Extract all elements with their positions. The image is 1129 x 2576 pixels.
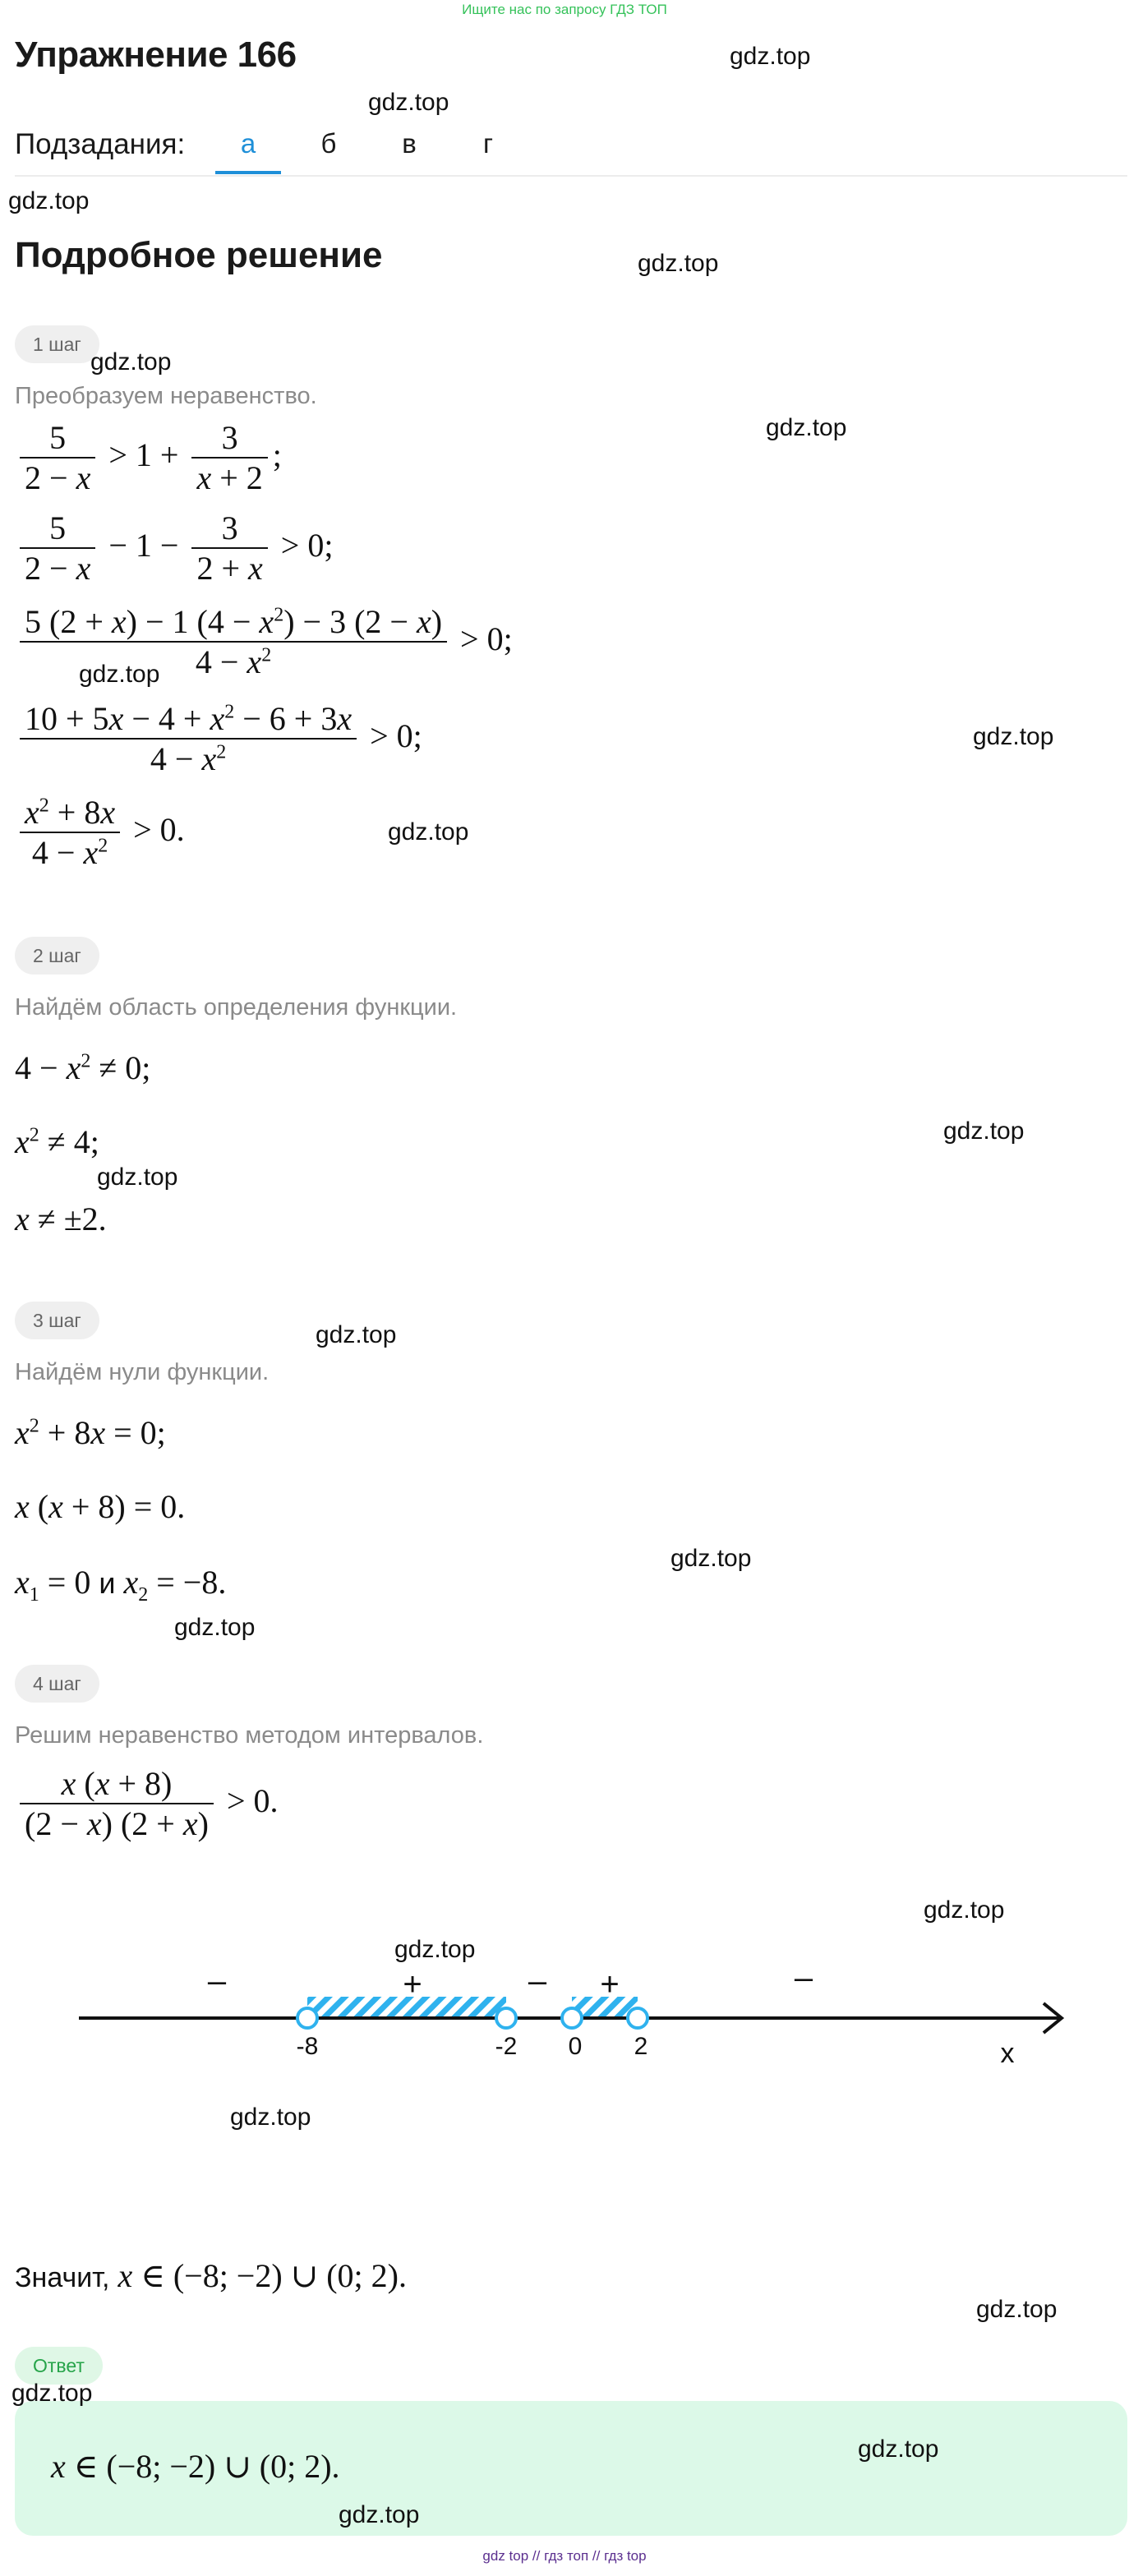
watermark: gdz.top xyxy=(973,723,1054,750)
math-zeros-3: $x_1 = 0$ и $x_2 = -8$. xyxy=(15,1564,227,1606)
tab-g[interactable]: г xyxy=(482,128,494,159)
active-tab-indicator xyxy=(215,171,281,174)
watermark: gdz.top xyxy=(976,2296,1058,2323)
watermark: gdz.top xyxy=(90,348,172,376)
tab-v[interactable]: в xyxy=(402,128,417,159)
watermark: gdz.top xyxy=(230,2104,311,2131)
conclusion-line: Значит, x ∈ (−8; −2) ∪ (0; 2). xyxy=(15,2257,407,2294)
watermark: gdz.top xyxy=(670,1545,752,1572)
watermark: gdz.top xyxy=(943,1117,1025,1145)
math-line-5: $\frac{x^2 + 8x}{4 - x^2}$ > 0. xyxy=(15,794,185,873)
watermark: gdz.top xyxy=(316,1321,397,1348)
divider xyxy=(15,175,1127,177)
sign-interval-3: – xyxy=(528,1963,547,1999)
point-label-minus-2: -2 xyxy=(495,2033,518,2060)
point-label-2: 2 xyxy=(634,2033,648,2060)
answer-math: x ∈ (−8; −2) ∪ (0; 2). xyxy=(51,2448,340,2485)
watermark: gdz.top xyxy=(174,1614,256,1641)
answer-badge: Ответ xyxy=(15,2347,103,2385)
step-3-badge: 3 шаг xyxy=(15,1302,99,1339)
step-2-badge: 2 шаг xyxy=(15,937,99,975)
watermark: gdz.top xyxy=(8,187,90,214)
sign-interval-4: + xyxy=(600,1966,620,2002)
open-point-2 xyxy=(628,2008,647,2028)
sign-interval-5: – xyxy=(794,1960,813,1996)
step-2-text: Найдём область определения функции. xyxy=(15,994,458,1021)
axis-label-x: x xyxy=(1000,2038,1015,2069)
page-title: Упражнение 166 xyxy=(15,35,297,75)
math-line-3: $\frac{5 (2 + x) - 1 (4 - x^2) - 3 (2 - x)}{4 - x^2}$ > 0; xyxy=(15,603,513,682)
watermark: gdz.top xyxy=(12,2380,93,2407)
math-domain-1: $4 - x^2 \ne 0$; xyxy=(15,1049,151,1086)
solution-heading: Подробное решение xyxy=(15,235,383,275)
tab-a[interactable]: а xyxy=(240,128,256,159)
roots-conjunction: и xyxy=(99,1566,116,1600)
watermark: gdz.top xyxy=(924,1896,1005,1924)
watermark: gdz.top xyxy=(766,414,847,441)
watermark: gdz.top xyxy=(97,1164,178,1191)
math-zeros-2: x (x + 8) = 0. xyxy=(15,1488,186,1525)
math-line-1: $\frac{5}{2 - x}$ > 1 + $\frac{3}{x + 2}$ ; xyxy=(15,419,282,498)
open-point-0 xyxy=(562,2008,582,2028)
point-label-0: 0 xyxy=(568,2033,583,2060)
watermark: gdz.top xyxy=(368,89,449,116)
math-line-4: $\frac{10 + 5x - 4 + x^2 - 6 + 3x}{4 - x^2}$ > 0; xyxy=(15,700,422,779)
watermark: gdz.top xyxy=(79,661,160,688)
sign-interval-1: – xyxy=(207,1963,227,1999)
step-3-text: Найдём нули функции. xyxy=(15,1359,270,1385)
footer-links[interactable]: gdz top // гдз топ // гдз top xyxy=(482,2548,647,2564)
math-domain-2: $x^2 \ne 4$; xyxy=(15,1123,99,1160)
math-line-2: $\frac{5}{2 - x}$ − 1 − $\frac{3}{2 + x}$ > 0; xyxy=(15,509,333,588)
open-point-minus-2 xyxy=(496,2008,516,2028)
open-point-minus-8 xyxy=(297,2008,317,2028)
step-1-badge: 1 шаг xyxy=(15,325,99,363)
math-zeros-1: $x^2 + 8x = 0$; xyxy=(15,1414,166,1451)
conclusion-prefix: Значит, xyxy=(15,2262,110,2293)
watermark: gdz.top xyxy=(638,250,719,277)
sign-interval-2: + xyxy=(403,1966,422,2002)
watermark: gdz.top xyxy=(730,43,811,70)
top-ad-link[interactable]: Ищите нас по запросу ГДЗ ТОП xyxy=(462,2,667,17)
step-1-text: Преобразуем неравенство. xyxy=(15,383,317,409)
watermark: gdz.top xyxy=(339,2501,420,2528)
point-label-minus-8: -8 xyxy=(296,2033,319,2060)
number-line-diagram xyxy=(0,1931,1129,2079)
math-domain-3: x ≠ ±2. xyxy=(15,1200,107,1237)
watermark: gdz.top xyxy=(394,1936,476,1963)
tab-b[interactable]: б xyxy=(320,128,337,159)
math-interval-ineq: $\frac{x (x + 8)}{(2 - x) (2 + x)}$ > 0. xyxy=(15,1765,279,1844)
watermark: gdz.top xyxy=(858,2435,939,2463)
step-4-badge: 4 шаг xyxy=(15,1665,99,1703)
subtasks-label: Подзадания: xyxy=(15,128,186,160)
step-4-text: Решим неравенство методом интервалов. xyxy=(15,1722,484,1749)
watermark: gdz.top xyxy=(388,818,469,846)
